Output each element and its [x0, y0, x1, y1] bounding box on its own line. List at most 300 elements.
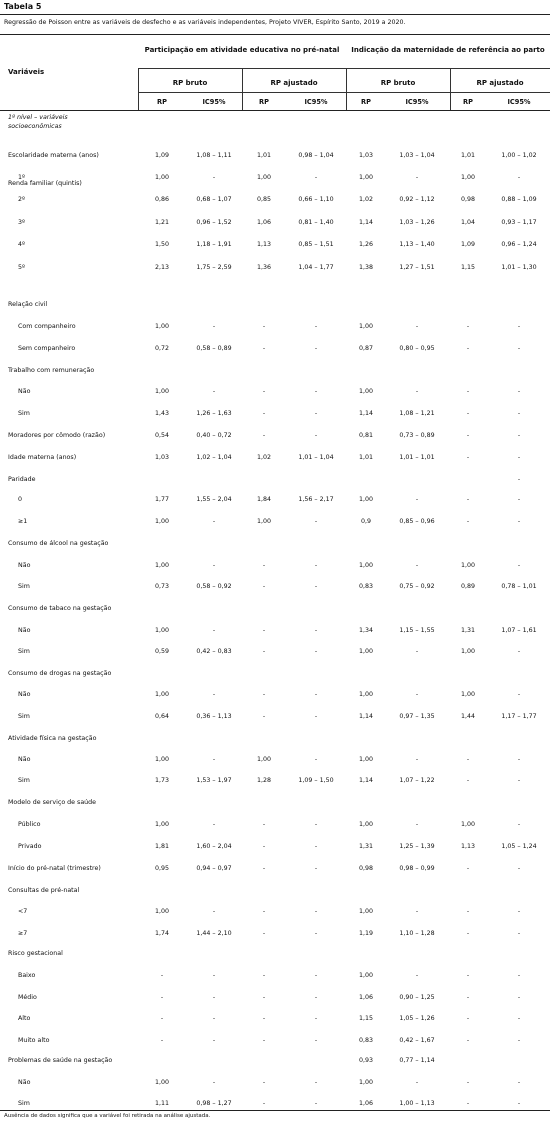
table-cell: -: [314, 972, 318, 979]
table-cell: 1,00: [154, 627, 170, 634]
table-row: [0, 972, 550, 982]
table-cell: 1,00: [358, 756, 374, 763]
table-cell: 1,03: [154, 454, 170, 461]
col-header-ic95: IC95%: [304, 98, 328, 106]
table-cell: -: [262, 562, 266, 569]
table-cell: -: [314, 518, 318, 525]
row-label: Modelo de serviço de saúde: [8, 799, 97, 806]
table-cell: 0,87: [358, 345, 374, 352]
table-cell: 1,00: [256, 174, 272, 181]
table-cell: 0,36 – 1,13: [196, 713, 232, 720]
table-cell: 1,15 – 1,55: [399, 627, 435, 634]
table-row: [0, 605, 550, 615]
table-cell: 1,00: [256, 756, 272, 763]
table-cell: -: [160, 1037, 164, 1044]
table-cell: 1,00 – 1,02: [501, 152, 537, 159]
table-cell: 1,00: [358, 496, 374, 503]
table-cell: -: [466, 756, 470, 763]
table-cell: 1,15: [358, 1015, 374, 1022]
table-cell: -: [314, 648, 318, 655]
row-label: Moradores por cômodo (razão): [8, 432, 106, 439]
row-label: Paridade: [8, 476, 36, 483]
table-cell: -: [314, 583, 318, 590]
divider: [0, 14, 550, 15]
row-label: Não: [18, 388, 31, 395]
row-label: Alto: [18, 1015, 31, 1022]
table-cell: -: [466, 1079, 470, 1086]
table-row: [0, 930, 550, 940]
table-cell: -: [415, 562, 419, 569]
table-cell: 1,27 – 1,51: [399, 264, 435, 271]
table-cell: -: [466, 865, 470, 872]
table-cell: 0,95: [154, 865, 170, 872]
table-cell: -: [466, 388, 470, 395]
table-row: [0, 540, 550, 550]
table-cell: 1,55 – 2,04: [196, 496, 232, 503]
table-cell: -: [160, 972, 164, 979]
table-cell: -: [262, 388, 266, 395]
row-label: Consumo de álcool na gestação: [8, 540, 109, 547]
table-cell: 0,75 – 0,92: [399, 583, 435, 590]
table-row: [0, 648, 550, 658]
table-cell: 0,93 – 1,17: [501, 219, 537, 226]
table-row: [0, 950, 550, 960]
table-cell: -: [262, 994, 266, 1001]
divider: [0, 34, 550, 35]
table-cell: -: [262, 1100, 266, 1107]
row-label: 4º: [18, 241, 25, 248]
table-cell: 1,13 – 1,40: [399, 241, 435, 248]
subheader-rp-ajustado: RP ajustado: [476, 79, 524, 87]
divider: [138, 68, 139, 110]
table-cell: 0,54: [154, 432, 170, 439]
table-row: [0, 196, 550, 206]
table-cell: 1,00: [154, 562, 170, 569]
table-cell: 1,09: [460, 241, 476, 248]
table-row: [0, 1079, 550, 1089]
table-cell: 1,08 – 1,21: [399, 410, 435, 417]
table-cell: -: [517, 345, 521, 352]
subheader-rp-ajustado: RP ajustado: [270, 79, 318, 87]
table-cell: 1,10 – 1,28: [399, 930, 435, 937]
table-cell: -: [314, 1100, 318, 1107]
table-cell: 1,28: [256, 777, 272, 784]
table-cell: -: [262, 691, 266, 698]
row-label: Sim: [18, 1100, 30, 1107]
row-label: Renda familiar (quintis): [8, 180, 82, 187]
row-label: 1º nível – variáveis socioeconômicas: [8, 114, 68, 130]
table-row: [0, 367, 550, 377]
table-row: [0, 691, 550, 701]
col-header-rp: RP: [157, 98, 167, 106]
table-cell: 1,02 – 1,04: [196, 454, 232, 461]
table-cell: -: [517, 1015, 521, 1022]
table-cell: 0,97 – 1,35: [399, 713, 435, 720]
table-cell: -: [466, 930, 470, 937]
table-cell: 1,77: [154, 496, 170, 503]
group-header-educational: Participação em atividade educativa no pré-natal: [144, 46, 340, 54]
table-cell: 1,01 – 1,04: [298, 454, 334, 461]
table-cell: 1,01: [256, 152, 272, 159]
table-cell: 1,08 – 1,11: [196, 152, 232, 159]
table-cell: 1,00: [154, 388, 170, 395]
table-cell: -: [466, 410, 470, 417]
table-row: [0, 476, 550, 486]
table-row: [0, 1057, 550, 1067]
table-cell: -: [466, 1100, 470, 1107]
table-row: [0, 670, 550, 680]
table-cell: -: [517, 648, 521, 655]
row-label: Início do pré-natal (trimestre): [8, 865, 101, 872]
table-cell: -: [517, 562, 521, 569]
footnote: Ausência de dados significa que a variável foi retirada na análise ajustada.: [4, 1113, 211, 1119]
table-cell: 1,21: [154, 219, 170, 226]
table-cell: 1,00: [154, 908, 170, 915]
table-row: [0, 562, 550, 572]
table-cell: -: [314, 908, 318, 915]
row-label: Médio: [18, 994, 37, 1001]
table-cell: 1,00: [154, 1079, 170, 1086]
table-row: [0, 323, 550, 333]
table-cell: 1,03 – 1,04: [399, 152, 435, 159]
table-cell: 1,09: [154, 152, 170, 159]
table-cell: -: [212, 821, 216, 828]
table-cell: 0,98: [460, 196, 476, 203]
table-cell: 0,98 – 1,27: [196, 1100, 232, 1107]
table-cell: 0,98 – 1,04: [298, 152, 334, 159]
table-cell: -: [466, 1037, 470, 1044]
table-cell: -: [212, 518, 216, 525]
divider: [450, 68, 451, 110]
table-row: [0, 264, 550, 274]
table-cell: 0,85 – 0,96: [399, 518, 435, 525]
table-cell: -: [212, 691, 216, 698]
table-cell: -: [415, 648, 419, 655]
table-cell: 1,14: [358, 219, 374, 226]
table-cell: -: [314, 388, 318, 395]
table-row: [0, 994, 550, 1004]
table-cell: -: [517, 388, 521, 395]
row-label: Escolaridade materna (anos): [8, 152, 99, 159]
table-row: [0, 1015, 550, 1025]
divider: [138, 68, 550, 69]
subheader-rp-bruto: RP bruto: [172, 79, 208, 87]
table-cell: 1,38: [358, 264, 374, 271]
row-label: Consumo de drogas na gestação: [8, 670, 112, 677]
table-cell: -: [212, 1015, 216, 1022]
table-cell: 2,13: [154, 264, 170, 271]
table-cell: -: [517, 930, 521, 937]
table-cell: 1,15: [460, 264, 476, 271]
table-cell: 1,84: [256, 496, 272, 503]
table-cell: 1,14: [358, 713, 374, 720]
table-row: [0, 496, 550, 506]
table-cell: 0,42 – 0,83: [196, 648, 232, 655]
table-cell: -: [212, 323, 216, 330]
divider: [242, 68, 243, 110]
table-cell: -: [314, 821, 318, 828]
row-label: Relação civil: [8, 301, 48, 308]
table-cell: -: [262, 410, 266, 417]
table-cell: 1,00: [460, 562, 476, 569]
table-cell: 1,44 – 2,10: [196, 930, 232, 937]
row-label: <7: [18, 908, 28, 915]
table-cell: 1,00: [358, 648, 374, 655]
table-cell: 0,42 – 1,67: [399, 1037, 435, 1044]
row-label: Sim: [18, 583, 30, 590]
table-cell: 0,66 – 1,10: [298, 196, 334, 203]
row-label: Não: [18, 691, 31, 698]
table-cell: 1,09 – 1,50: [298, 777, 334, 784]
table-row: [0, 799, 550, 809]
table-row: [0, 1037, 550, 1047]
table-cell: 0,73: [154, 583, 170, 590]
row-label: Não: [18, 756, 31, 763]
table-cell: 1,43: [154, 410, 170, 417]
table-cell: 1,00: [154, 821, 170, 828]
row-label: Muito alto: [18, 1037, 50, 1044]
table-cell: -: [262, 323, 266, 330]
table-cell: 1,03 – 1,26: [399, 219, 435, 226]
table-cell: 1,44: [460, 713, 476, 720]
table-cell: 0,83: [358, 1037, 374, 1044]
table-row: [0, 843, 550, 853]
table-cell: -: [160, 994, 164, 1001]
table-row: [0, 152, 550, 162]
table-cell: 1,26: [358, 241, 374, 248]
table-cell: -: [262, 821, 266, 828]
table-cell: 1,07 – 1,61: [501, 627, 537, 634]
table-cell: -: [517, 777, 521, 784]
table-cell: -: [517, 432, 521, 439]
table-cell: 1,53 – 1,97: [196, 777, 232, 784]
row-label: Trabalho com remuneração: [8, 367, 95, 374]
table-cell: -: [415, 691, 419, 698]
table-cell: -: [517, 972, 521, 979]
table-cell: -: [262, 432, 266, 439]
row-label: Não: [18, 562, 31, 569]
row-label: 0: [18, 496, 23, 503]
table-cell: -: [415, 1079, 419, 1086]
table-cell: 1,00: [154, 691, 170, 698]
table-cell: 1,01: [358, 454, 374, 461]
table-row: [0, 518, 550, 528]
table-cell: 1,00: [460, 691, 476, 698]
table-cell: -: [314, 323, 318, 330]
table-cell: -: [212, 627, 216, 634]
group-header-maternity: Indicação da maternidade de referência ao parto: [351, 46, 545, 54]
table-cell: -: [517, 994, 521, 1001]
table-row: [0, 113, 550, 130]
table-cell: -: [517, 865, 521, 872]
table-cell: 1,36: [256, 264, 272, 271]
table-row: [0, 454, 550, 464]
table-cell: -: [262, 930, 266, 937]
divider: [138, 92, 550, 93]
table-cell: 1,00: [358, 174, 374, 181]
table-row: [0, 345, 550, 355]
table-cell: -: [415, 496, 419, 503]
table-cell: -: [415, 323, 419, 330]
col-header-rp: RP: [463, 98, 473, 106]
table-row: [0, 756, 550, 766]
table-row: [0, 627, 550, 637]
table-cell: 1,13: [256, 241, 272, 248]
table-cell: -: [314, 345, 318, 352]
table-cell: 1,03: [358, 152, 374, 159]
table-cell: 1,56 – 2,17: [298, 496, 334, 503]
table-cell: -: [517, 454, 521, 461]
table-cell: 0,98: [358, 865, 374, 872]
table-cell: -: [517, 476, 521, 483]
table-cell: -: [517, 756, 521, 763]
col-header-rp: RP: [259, 98, 269, 106]
table-cell: 0,89: [460, 583, 476, 590]
row-label: Sim: [18, 777, 30, 784]
table-cell: -: [517, 1079, 521, 1086]
table-cell: -: [466, 496, 470, 503]
table-cell: -: [415, 908, 419, 915]
table-cell: -: [314, 843, 318, 850]
table-row: [0, 908, 550, 918]
table-cell: -: [415, 388, 419, 395]
table-cell: -: [314, 627, 318, 634]
table-cell: -: [212, 908, 216, 915]
table-cell: 1,02: [358, 196, 374, 203]
table-cell: 1,14: [358, 777, 374, 784]
table-cell: 1,31: [460, 627, 476, 634]
table-cell: -: [262, 1037, 266, 1044]
table-cell: 0,80 – 0,95: [399, 345, 435, 352]
row-label: Consultas de pré-natal: [8, 887, 80, 894]
row-label: Sim: [18, 648, 30, 655]
table-cell: -: [466, 518, 470, 525]
table-cell: 1,00: [460, 648, 476, 655]
table-cell: -: [517, 174, 521, 181]
table-cell: 1,50: [154, 241, 170, 248]
row-label: Idade materna (anos): [8, 454, 77, 461]
table-cell: 1,00: [256, 518, 272, 525]
table-cell: -: [262, 908, 266, 915]
table-cell: 0,85 – 1,51: [298, 241, 334, 248]
row-label: 5º: [18, 264, 25, 271]
table-cell: -: [262, 345, 266, 352]
table-cell: 1,05 – 1,24: [501, 843, 537, 850]
table-cell: -: [415, 972, 419, 979]
row-label: Com companheiro: [18, 323, 76, 330]
table-cell: 0,68 – 1,07: [196, 196, 232, 203]
table-row: [0, 388, 550, 398]
table-cell: 0,81 – 1,40: [298, 219, 334, 226]
table-cell: -: [262, 648, 266, 655]
table-cell: 0,94 – 0,97: [196, 865, 232, 872]
table-cell: 0,90 – 1,25: [399, 994, 435, 1001]
table-cell: -: [517, 1037, 521, 1044]
row-label: ≥7: [18, 930, 28, 937]
table-cell: 1,31: [358, 843, 374, 850]
table-cell: 1,13: [460, 843, 476, 850]
table-row: [0, 219, 550, 229]
row-label: ≥1: [18, 518, 28, 525]
table-cell: 0,93: [358, 1057, 374, 1064]
table-cell: -: [415, 821, 419, 828]
table-cell: 1,00: [460, 174, 476, 181]
divider: [0, 110, 550, 111]
table-cell: 1,00: [358, 972, 374, 979]
table-cell: -: [212, 1079, 216, 1086]
table-cell: -: [262, 1015, 266, 1022]
table-row: [0, 174, 550, 184]
table-row: [0, 887, 550, 897]
table-title: Tabela 5: [4, 2, 42, 11]
table-cell: 1,01: [460, 152, 476, 159]
table-cell: -: [466, 908, 470, 915]
table-cell: 1,73: [154, 777, 170, 784]
table-cell: -: [212, 562, 216, 569]
table-row: [0, 735, 550, 745]
table-row: [0, 713, 550, 723]
row-label: Sim: [18, 410, 30, 417]
table-cell: -: [314, 930, 318, 937]
table-cell: -: [314, 994, 318, 1001]
table-row: [0, 821, 550, 831]
table-cell: -: [262, 843, 266, 850]
table-row: [0, 301, 550, 311]
table-cell: 1,07 – 1,22: [399, 777, 435, 784]
table-cell: 1,11: [154, 1100, 170, 1107]
table-cell: 1,00: [358, 691, 374, 698]
table-cell: -: [517, 323, 521, 330]
table-cell: 1,14: [358, 410, 374, 417]
table-cell: 1,81: [154, 843, 170, 850]
table-row: [0, 1100, 550, 1110]
divider: [346, 68, 347, 110]
table-row: [0, 241, 550, 251]
table-cell: -: [314, 1015, 318, 1022]
table-cell: -: [466, 972, 470, 979]
table-cell: -: [466, 994, 470, 1001]
table-cell: 0,92 – 1,12: [399, 196, 435, 203]
table-cell: 1,26 – 1,63: [196, 410, 232, 417]
row-label: Risco gestacional: [8, 950, 63, 957]
table-cell: -: [415, 174, 419, 181]
table-cell: 0,77 – 1,14: [399, 1057, 435, 1064]
row-label: Não: [18, 627, 31, 634]
table-cell: 0,73 – 0,89: [399, 432, 435, 439]
table-cell: 1,25 – 1,39: [399, 843, 435, 850]
row-label: Não: [18, 1079, 31, 1086]
table-row: [0, 583, 550, 593]
table-cell: 1,00: [154, 518, 170, 525]
table-cell: -: [466, 345, 470, 352]
table-row: [0, 865, 550, 875]
table-cell: 1,00: [358, 908, 374, 915]
table-cell: -: [314, 691, 318, 698]
table-cell: 0,40 – 0,72: [196, 432, 232, 439]
table-cell: 1,04 – 1,77: [298, 264, 334, 271]
row-label: 3º: [18, 219, 25, 226]
table-cell: -: [314, 1037, 318, 1044]
table-cell: -: [262, 972, 266, 979]
table-cell: 1,02: [256, 454, 272, 461]
table-cell: -: [262, 583, 266, 590]
table-cell: -: [517, 410, 521, 417]
table-cell: -: [466, 432, 470, 439]
table-cell: -: [314, 713, 318, 720]
table-cell: 1,34: [358, 627, 374, 634]
col-header-ic95: IC95%: [202, 98, 226, 106]
table-cell: -: [466, 454, 470, 461]
